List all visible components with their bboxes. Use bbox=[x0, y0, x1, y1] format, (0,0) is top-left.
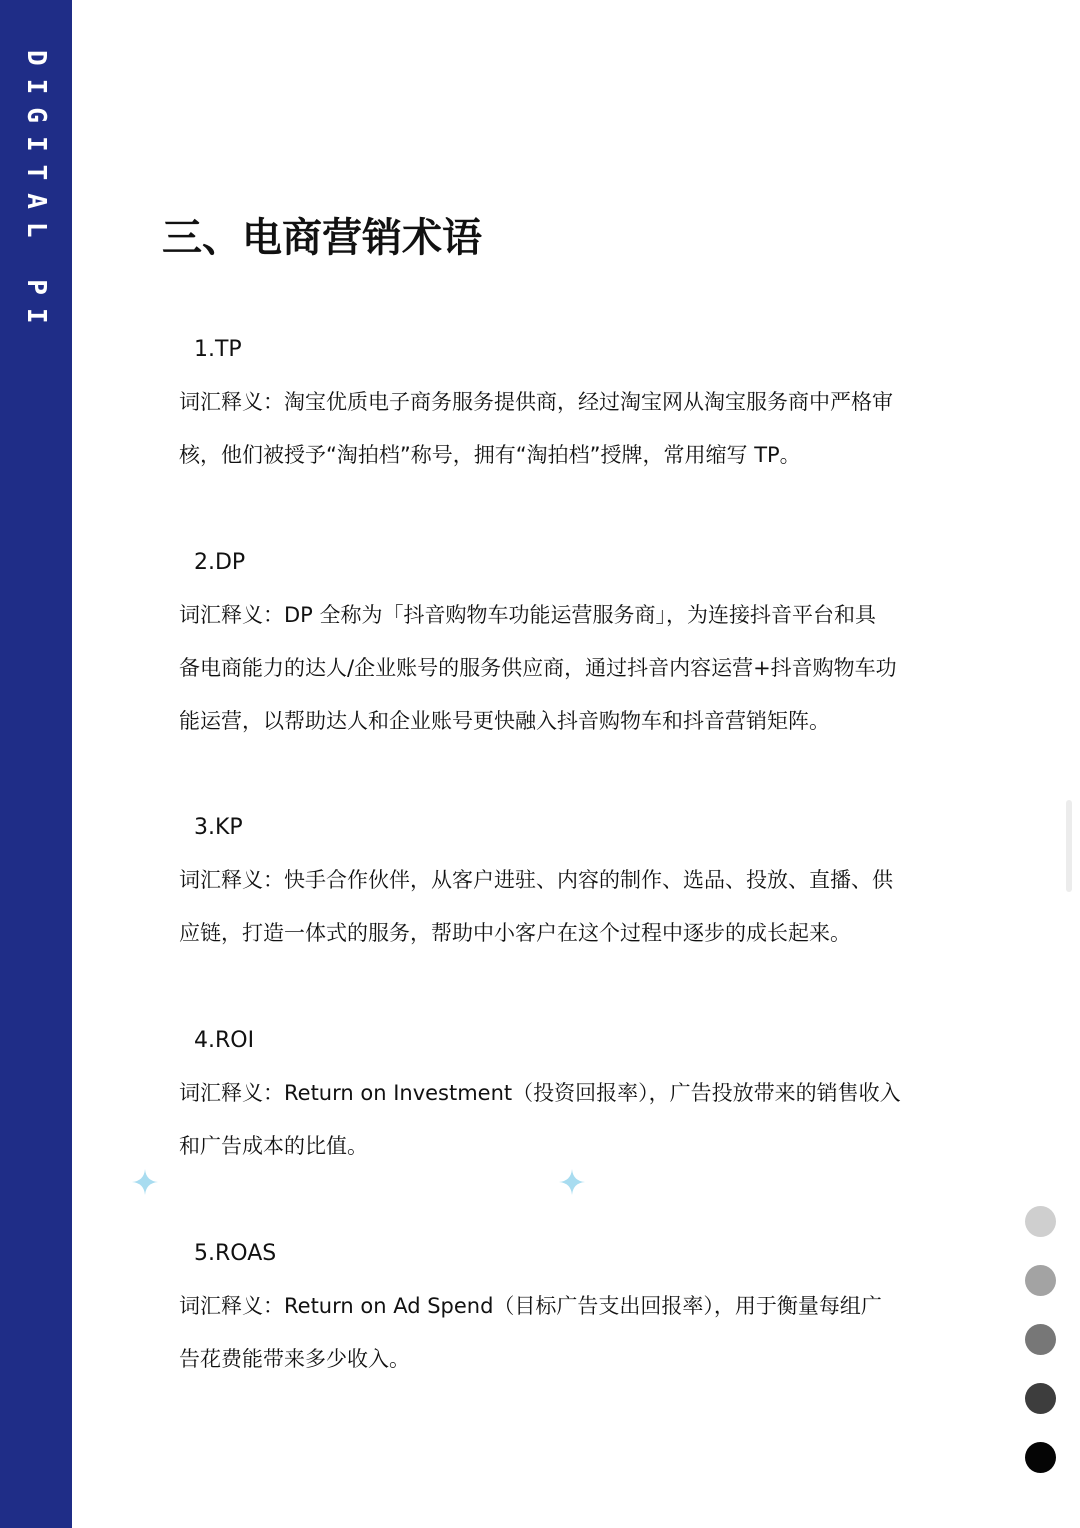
description-line: 词汇释义：Return on Ad Spend（目标广告支出回报率），用于衡量每组广 bbox=[179, 1294, 882, 1318]
term-entry bbox=[179, 336, 939, 482]
description-line: 词汇释义：淘宝优质电子商务服务提供商，经过淘宝网从淘宝服务商中严格审 bbox=[179, 390, 893, 414]
page-dot[interactable] bbox=[1025, 1206, 1056, 1237]
description-line: 能运营，以帮助达人和企业账号更快融入抖音购物车和抖音营销矩阵。 bbox=[179, 709, 830, 733]
page-dot[interactable] bbox=[1025, 1265, 1056, 1296]
description-line: 告花费能带来多少收入。 bbox=[179, 1347, 410, 1371]
term-entry bbox=[179, 1240, 939, 1386]
page-title: 三、电商营销术语 bbox=[162, 215, 482, 261]
description-line: 备电商能力的达人/企业账号的服务供应商，通过抖音内容运营+抖音购物车功 bbox=[179, 656, 897, 680]
term-description bbox=[179, 1067, 939, 1173]
term-description bbox=[179, 589, 939, 748]
term-heading: 5.ROAS bbox=[194, 1241, 277, 1266]
description-line: 词汇释义：Return on Investment（投资回报率），广告投放带来的销售收入 bbox=[179, 1081, 901, 1105]
scroll-indicator[interactable] bbox=[1066, 800, 1072, 892]
term-entry bbox=[179, 1027, 939, 1173]
term-entry bbox=[179, 814, 939, 960]
description-line: 应链，打造一体式的服务，帮助中小客户在这个过程中逐步的成长起来。 bbox=[179, 921, 851, 945]
sparkle-icon bbox=[132, 1169, 158, 1195]
term-heading: 4.ROI bbox=[194, 1028, 255, 1053]
term-description bbox=[179, 854, 939, 960]
description-line: 词汇释义：快手合作伙伴，从客户进驻、内容的制作、选品、投放、直播、供 bbox=[179, 868, 893, 892]
term-heading: 1.TP bbox=[194, 337, 242, 362]
description-line: 核，他们被授予“淘拍档”称号，拥有“淘拍档”授牌，常用缩写 TP。 bbox=[179, 443, 801, 467]
page-dot[interactable] bbox=[1025, 1442, 1056, 1473]
sidebar-band bbox=[0, 0, 72, 1528]
page-dot[interactable] bbox=[1025, 1383, 1056, 1414]
term-heading: 3.KP bbox=[194, 815, 243, 840]
term-heading: 2.DP bbox=[194, 550, 246, 575]
term-description bbox=[179, 1280, 939, 1386]
term-entry bbox=[179, 549, 939, 748]
description-line: 词汇释义：DP 全称为「抖音购物车功能运营服务商」，为连接抖音平台和具 bbox=[179, 603, 877, 627]
sidebar-label: DIGITAL PI bbox=[21, 50, 51, 337]
description-line: 和广告成本的比值。 bbox=[179, 1134, 368, 1158]
term-description bbox=[179, 376, 939, 482]
sparkle-icon bbox=[559, 1169, 585, 1195]
page-indicator bbox=[1025, 1206, 1057, 1501]
page-dot[interactable] bbox=[1025, 1324, 1056, 1355]
